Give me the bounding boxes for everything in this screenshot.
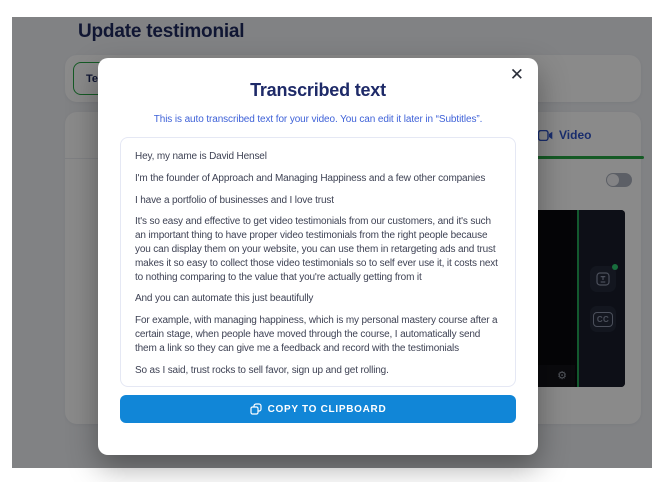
transcript-paragraph: Hey, my name is David Hensel xyxy=(135,151,267,162)
page-title: Update testimonial xyxy=(78,21,245,42)
transcript-paragraph: For example, with managing happiness, which is my personal mastery course after a certain stage, when people have moved through the course, I automatically send them a link so they can give me a feedback and record with the testimonials xyxy=(135,315,498,354)
cc-icon: CC xyxy=(593,312,613,327)
close-icon[interactable]: ✕ xyxy=(506,62,528,87)
copy-to-clipboard-button[interactable] xyxy=(120,395,516,423)
player-settings-gear-icon[interactable]: ⚙ xyxy=(557,369,567,382)
copy-icon xyxy=(250,403,262,415)
modal-subtitle: This is auto transcribed text for your video. You can edit it later in “Subtitles”. xyxy=(153,114,483,125)
tab-video-label: Video xyxy=(559,128,592,142)
testimonial-type-button[interactable]: Te xyxy=(73,62,145,95)
transcript-paragraph: So as I said, trust rocks to sell favor, sign up and get rolling. xyxy=(135,364,389,376)
transcript-paragraph: And you can automate this just beautifully xyxy=(135,293,314,305)
transcript-paragraph: It's so easy and effective to get video testimonials from our customers, and it's such an important thing to have proper video testimonials from the right people because you can display them on your website, you can use them in retargeting ads and trust makes it so easy to collect those video testimonials so to self ever use it, it costs next to nothing comparing to the value that you're actually getting from it xyxy=(135,216,498,283)
transcript-box[interactable] xyxy=(120,137,516,387)
transcript-paragraph: I'm the founder of Approach and Managing Happiness and a few other companies xyxy=(135,172,486,184)
transcript-paragraph: I have a portfolio of businesses and I love trust xyxy=(135,194,334,206)
copy-button-label: COPY TO CLIPBOARD xyxy=(267,403,387,415)
modal-title: Transcribed text xyxy=(250,80,386,100)
transcribed-text-modal xyxy=(98,58,538,455)
